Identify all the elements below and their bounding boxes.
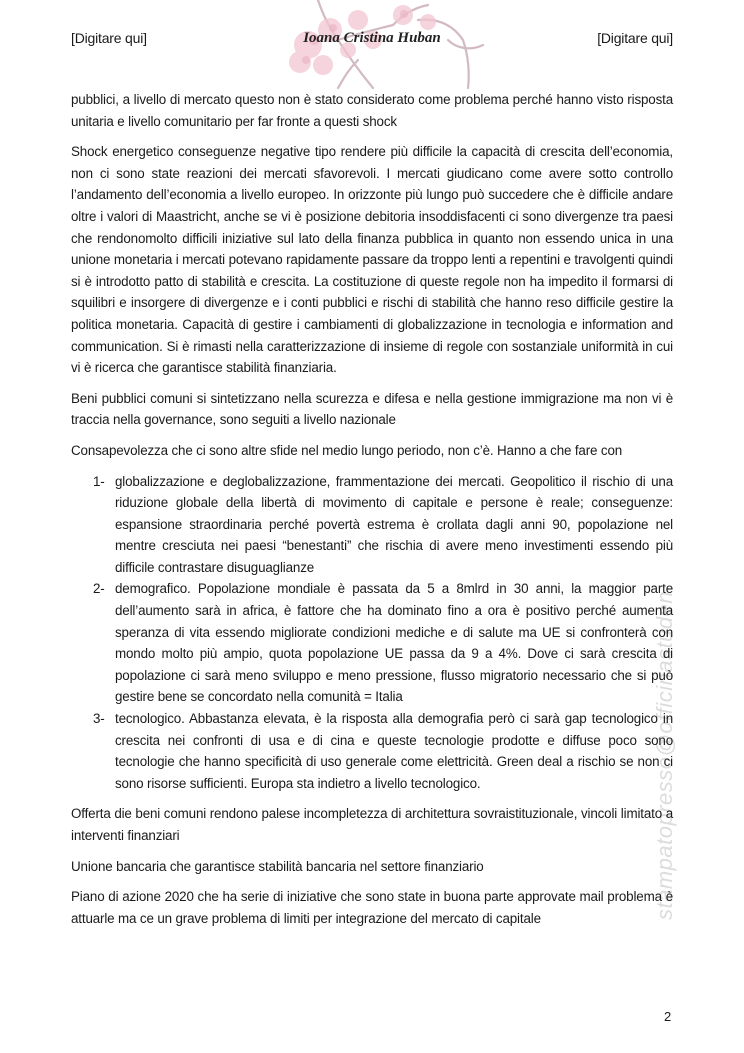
paragraph: Shock energetico conseguenze negative tipo rendere più difficile la capacità di crescita dell’economia, non ci sono state reazioni dei mercati sfavorevoli. I mercati giudicano come avere sotto controllo l’andamento dell’economia a livello europeo. In orizzonte più lungo può succedere che è difficile andare oltre i valori di Maastricht, anche se vi è posizione debitoria insoddisfacenti ci sono divergenze tra paesi che rendonomolto difficili iniziative sul lato della finanza pubblica in quanto non essendo unica in una unione monetaria i mercati potevano rapidamente passare da troppo lenti a repentini e travolgenti quindi si è introdotto patto di stabilità e crescita. La costituzione di queste regole non ha impedito il formarsi di squilibri e insorgere di divergenze e i conti pubblici e rischi di stabilità che hanno reso difficile gestire la politica monetaria. Capacità di gestire i cambiamenti di globalizzazione in tecnologia e information and communication. Si è rimasti nella caratterizzazione di insieme di regole con sostanziale uniformità in cui vi è ricerca che garantisce stabilità finanziaria. [71, 144, 673, 376]
page-header [0, 0, 744, 90]
paragraph: Piano di azione 2020 che ha serie di iniziative che sono state in buona parte approvate mail problema è attuarle ma ce un grave problema di limiti per integrazione del mercato di capitale [71, 889, 673, 926]
list-item-text: tecnologico. Abbastanza elevata, è la risposta alla demografia però ci sarà gap tecnologico in crescita nei confronti di usa e di cina e queste tecnologie prodotte e diffuse poco sono tecnologie che hanno specificità di uso generale come elettricità. Green deal a rischio se non ci sono risorse sufficienti. Europa sta indietro a livello tecnologico. [115, 711, 673, 791]
document-body [71, 89, 673, 938]
list-item [93, 708, 673, 794]
print-watermark: stampatopresso@officinastuden [652, 590, 677, 920]
numbered-list [71, 471, 673, 795]
list-item-text: globalizzazione e deglobalizzazione, frammentazione dei mercati. Geopolitico il rischio di una riduzione globale della libertà di movimento di capitale e persone è reale; conseguenze: espansione straordinaria perché povertà estrema è crollata dagli anni 90, popolazione nel mentre cresciuta nei paesi “benestanti” che rischia di avere meno investimenti essendo più difficile contrastare disuguaglianze [115, 473, 673, 575]
paragraph: pubblici, a livello di mercato questo non è stato considerato come problema perché hanno visto risposta unitaria e livello comunitario per far fronte a questi shock [71, 92, 673, 129]
paragraph: Unione bancaria che garantisce stabilità bancaria nel settore finanziario [71, 858, 484, 874]
header-right-placeholder[interactable]: [Digitare qui] [597, 30, 673, 46]
header-left-placeholder[interactable]: [Digitare qui] [71, 30, 147, 46]
list-item [93, 471, 673, 579]
list-item-number: 1- [93, 473, 105, 489]
list-item-text: demografico. Popolazione mondiale è passata da 5 a 8mlrd in 30 anni, la maggior parte dell’aumento sarà in africa, è fattore che ha dominato fino a ora è positivo perché aumenta speranza di vita essendo migliorate condizioni mediche e di salute ma UE si confronterà con mondo molto più ampio, quota popolazione UE passa da 9 a 4%. Dove ci sarà crescita di popolazione ci sarà meno sviluppo e meno pressione, flusso migratorio necessario che si può gestire bene se concordato nella comunità = Italia [115, 581, 673, 705]
list-item [93, 578, 673, 708]
list-item-number: 2- [93, 581, 105, 597]
paragraph: Consapevolezza che ci sono altre sfide nel medio lungo periodo, non c’è. Hanno a che fare con [71, 442, 623, 458]
paragraph: Beni pubblici comuni si sintetizzano nella scurezza e difesa e nella gestione immigrazione ma non vi è traccia nella governance, sono seguiti a livello nazionale [71, 390, 673, 428]
paragraph: Offerta die beni comuni rendono palese incompletezza di architettura sovraistituzionale, vincoli limitato a interventi finanziari [71, 806, 673, 843]
header-author-name: Ioana Cristina Huban [303, 30, 441, 46]
list-item-number: 3- [93, 711, 105, 727]
page-number: 2 [664, 1009, 672, 1024]
